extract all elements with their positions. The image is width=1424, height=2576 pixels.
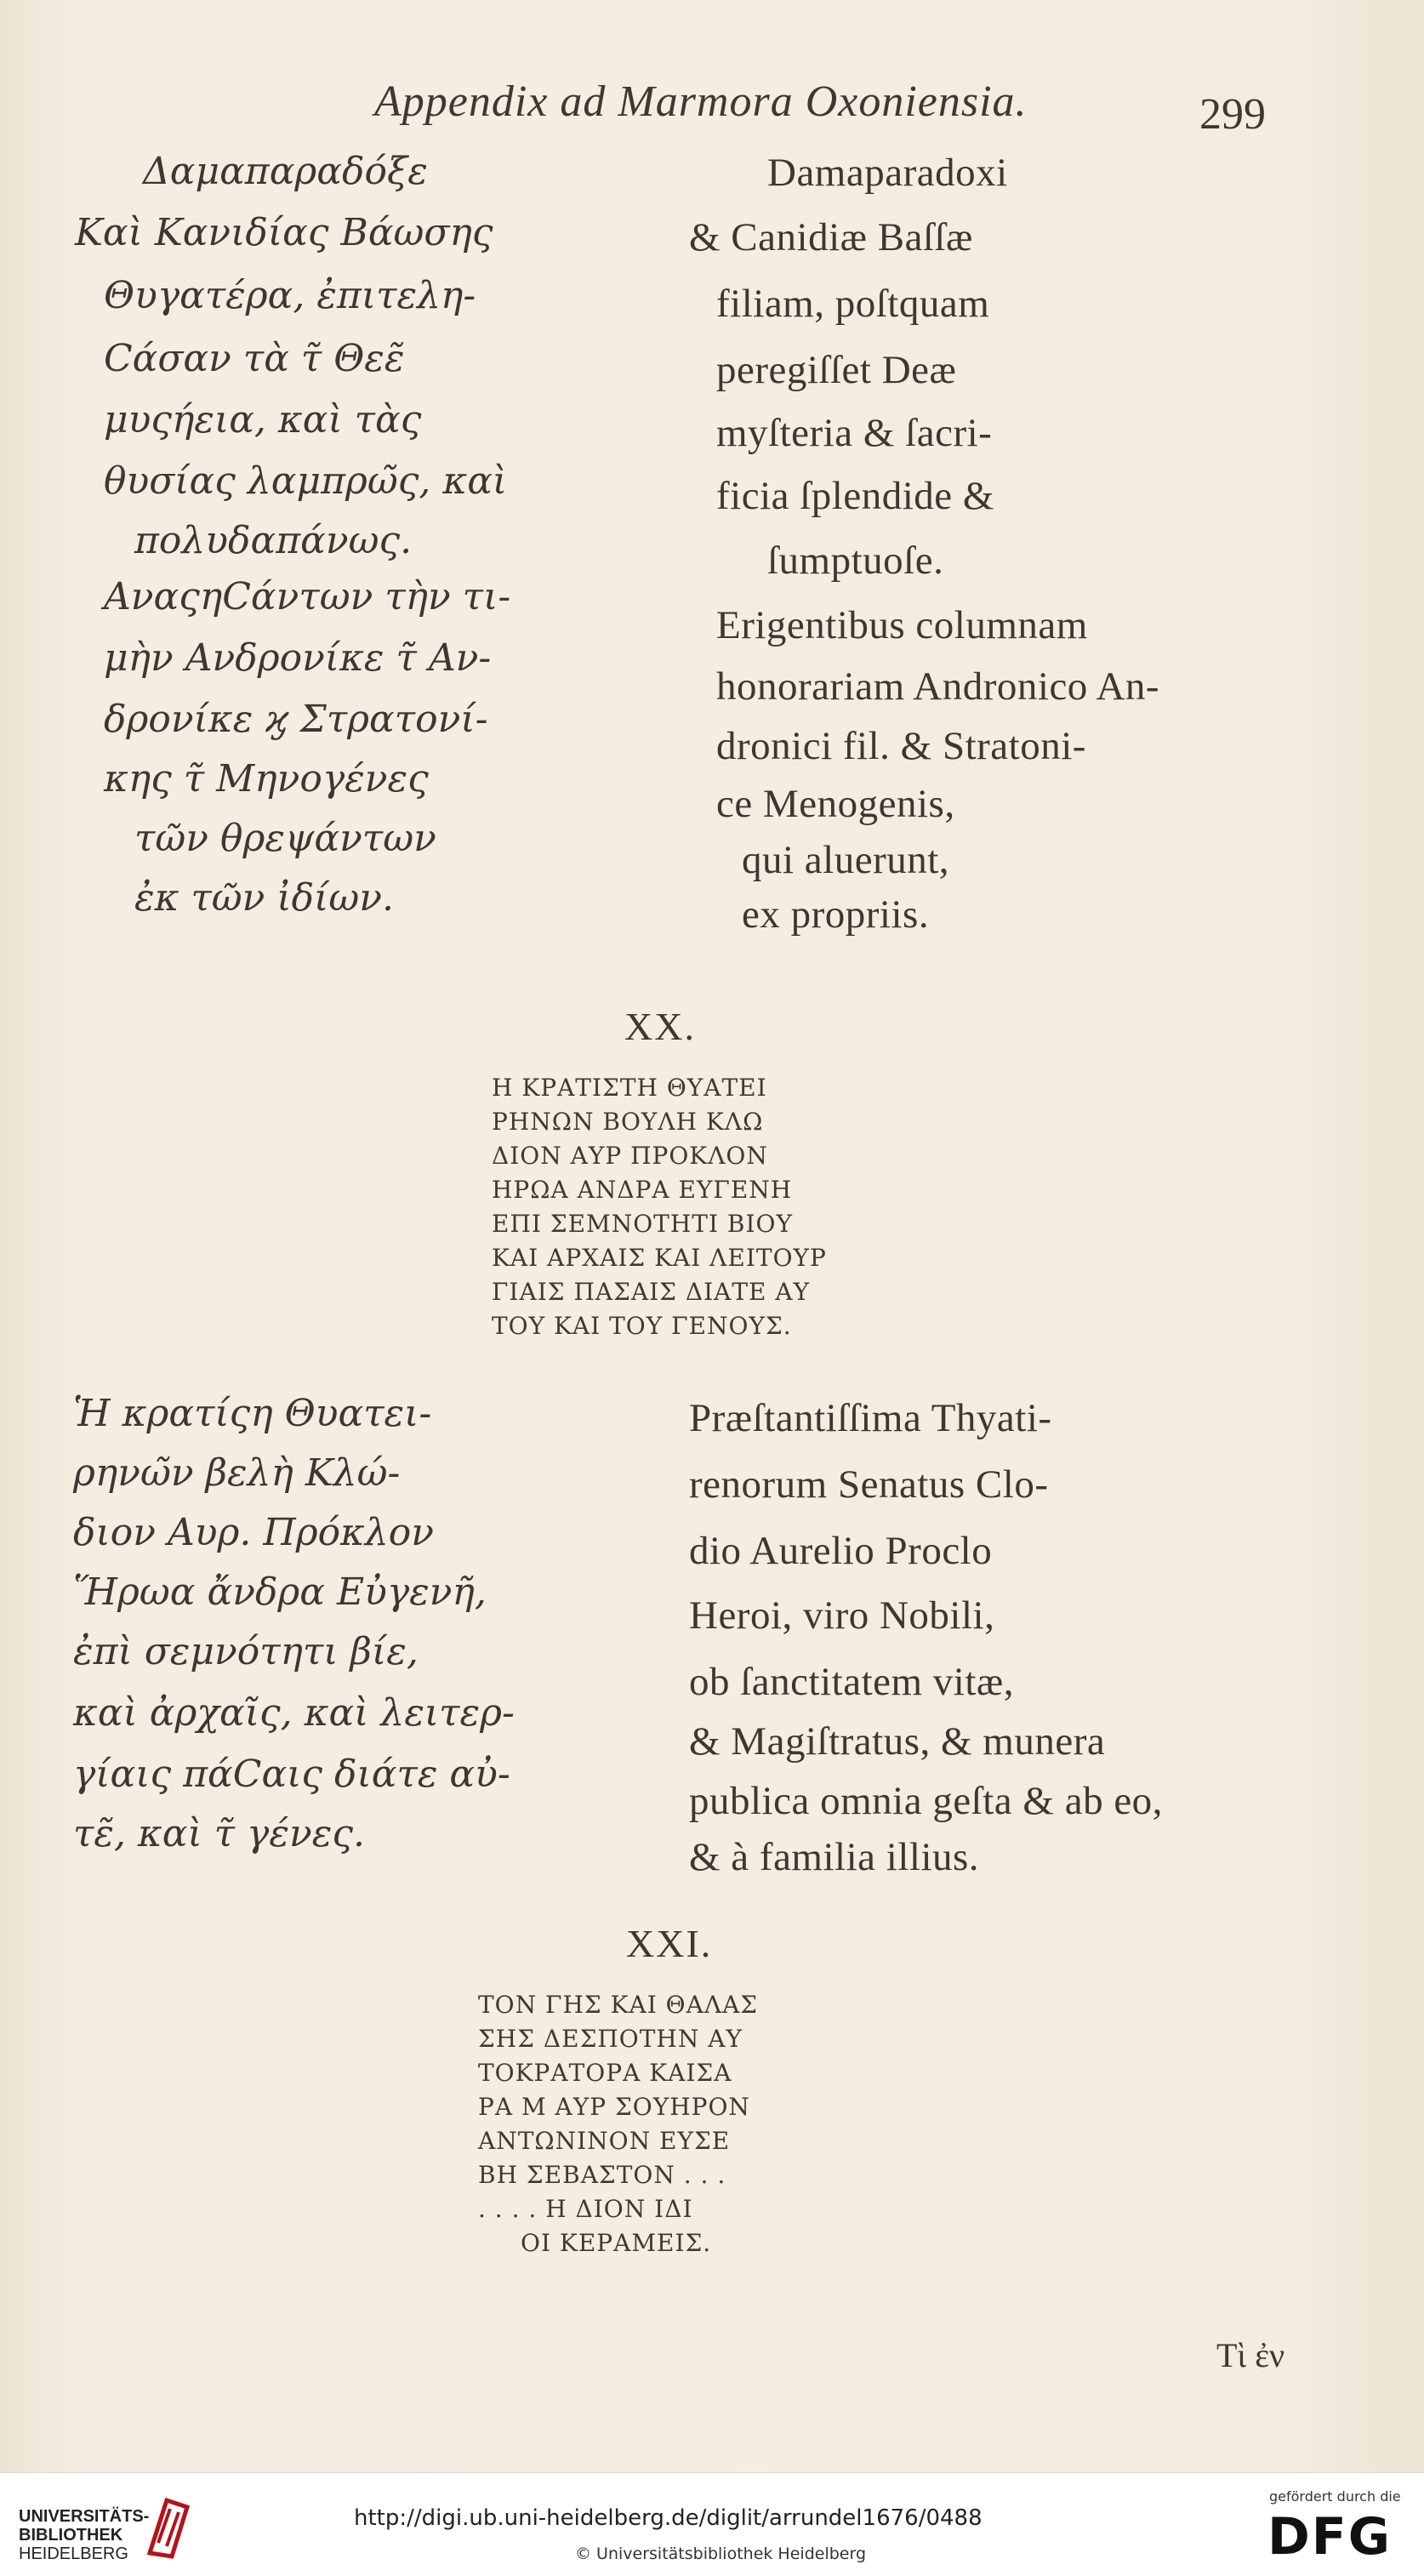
running-head: Appendix ad Marmora Oxoniensia. [374,77,1028,126]
latin-line: dio Aurelio Proclo [689,1529,993,1573]
latin-line: peregiſſet Deæ [716,348,957,392]
inscription-line: ΤΟΚΡΑΤΟΡΑ ΚΑΙΣΑ [478,2059,732,2087]
latin-line: ſumptuoſe. [767,539,944,583]
greek-line: ρηνω̃ν βελὴ Κλώ- [73,1451,401,1495]
latin-line: & à familia illius. [689,1835,980,1879]
inscription-line: ΒΗ ΣΕΒΑΣΤΟΝ . . . [478,2161,726,2189]
inscription-line: ΤΟΥ ΚΑΙ ΤΟΥ ΓΕΝΟΥΣ. [492,1312,792,1340]
inscription-line: ΓΙΑΙΣ ΠΑΣΑΙΣ ΔΙΑΤΕ ΑΥ [492,1278,811,1306]
latin-line: honorariam Andronico An- [716,664,1160,709]
latin-line: ce Menogenis, [716,782,955,826]
latin-line: myſteria & ſacri- [716,411,993,455]
inscription-line: ΚΑΙ ΑΡΧΑΙΣ ΚΑΙ ΛΕΙΤΟΥΡ [492,1244,827,1272]
inscription-xxi-heading: XXI. [626,1922,713,1965]
inscription-line: . . . . Η ΔΙΟΝ ΙΔΙ [478,2195,693,2223]
greek-line: Ἥρωα ἄνδρα Εὐγενη̃, [73,1570,487,1614]
inscription-line: ΡΑ Μ ΑΥΡ ΣΟΥΗΡΟΝ [478,2093,750,2121]
library-name-line: UNIVERSITÄTS- [19,2507,150,2526]
library-name-line: BIBLIOTHEK [19,2526,123,2545]
greek-line: γίαις πάϹαις διάτε αὐ- [73,1752,510,1796]
latin-line: ficia ſplendide & [716,474,994,518]
inscription-xx-heading: XX. [624,1005,696,1048]
latin-line: renorum Senatus Clo- [689,1462,1049,1507]
latin-line: & Magiſtratus, & munera [689,1719,1106,1764]
latin-line: & Canidiæ Baſſæ [689,215,973,259]
copyright-text: © Universitätsbibliothek Heidelberg [575,2545,867,2563]
inscription-line: ΕΠΙ ΣΕΜΝΟΤΗΤΙ ΒΙΟΥ [492,1210,793,1238]
greek-line: Καὶ Κανιδίας Βάωσης [75,211,493,254]
dfg-logo: DFG [1267,2507,1393,2567]
latin-line: Heroi, viro Nobili, [689,1593,995,1638]
inscription-line: Η ΚΡΑΤΙΣΤΗ ΘΥΑΤΕΙ [492,1074,767,1102]
library-logo-text [19,2507,149,2563]
inscription-line: ΗΡΩΑ ΑΝΔΡΑ ΕΥΓΕΝΗ [492,1176,793,1204]
source-url-link[interactable]: http://digi.ub.uni-heidelberg.de/diglit/arrundel1676/0488 [354,2505,983,2531]
latin-line: publica omnia geſta & ab eo, [689,1779,1163,1823]
latin-line: Præſtantiſſima Thyati- [689,1396,1052,1440]
greek-line: πολυδαπάνως. [134,519,413,562]
latin-line: dronici fil. & Stratoni- [716,724,1086,768]
greek-line: ΑναςηϹάντων τὴν τι- [104,575,511,618]
latin-line: Erigentibus columnam [716,603,1088,647]
latin-line: Damaparadoxi [767,151,1008,195]
inscription-line: ΟΙ ΚΕΡΑΜΕΙΣ. [521,2229,712,2257]
latin-line: ex propriis. [742,892,930,937]
funding-note: gefördert durch die [1269,2488,1401,2505]
greek-line: ἐπὶ σεμνότητι βίε, [73,1630,419,1673]
greek-line: τῶν θρεψάντων [134,817,436,860]
library-logo-icon [143,2492,194,2560]
greek-line: Θυγατέρα, ἐπιτελη- [104,274,476,317]
latin-line: ob ſanctitatem vitæ, [689,1660,1015,1704]
inscription-line: ΔΙΟΝ ΑΥΡ ΠΡΟΚΛΟΝ [492,1142,768,1170]
greek-line: Ἡ κρατίςη Θυατει- [73,1392,432,1435]
greek-line: τε̃, καὶ τ̃ γένες. [73,1812,365,1855]
greek-line: Ϲάσαν τὰ τ̃ Θεε̃ [104,337,405,380]
greek-line: Δαμαπαραδόξε [143,150,428,193]
greek-line: κης τ̃ Μηνογένες [104,757,429,801]
library-name-line: HEIDELBERG [19,2545,128,2563]
latin-line: qui aluerunt, [742,838,950,882]
footer-bar [0,2472,1424,2576]
latin-line: filiam, poſtquam [716,282,990,326]
catchword: Τὶ ἐν [1216,2336,1285,2374]
inscription-line: ΡΗΝΩΝ ΒΟΥΛΗ ΚΛΩ [492,1108,764,1136]
inscription-line: ΑΝΤΩΝΙΝΟΝ ΕΥΣΕ [478,2127,731,2155]
inscription-line: ΣΗΣ ΔΕΣΠΟΤΗΝ ΑΥ [478,2025,743,2053]
greek-line: μυςήεια, καὶ τὰς [104,398,422,442]
greek-line: δρονίκε ϗ Στρατονί- [104,698,488,741]
greek-line: μὴν Ανδρονίκε τ̃ Αν- [104,636,492,680]
page-number: 299 [1199,90,1266,139]
greek-line: διον Αυρ. Πρόκλον [73,1511,435,1554]
inscription-line: ΤΟΝ ΓΗΣ ΚΑΙ ΘΑΛΑΣ [478,1991,759,2019]
greek-line: ἐκ τῶν ἰδίων. [134,876,395,920]
greek-line: καὶ ἀρχαι̃ς, καὶ λειτερ- [73,1691,515,1735]
greek-line: θυσίας λαμπρω̃ς, καὶ [104,459,508,503]
